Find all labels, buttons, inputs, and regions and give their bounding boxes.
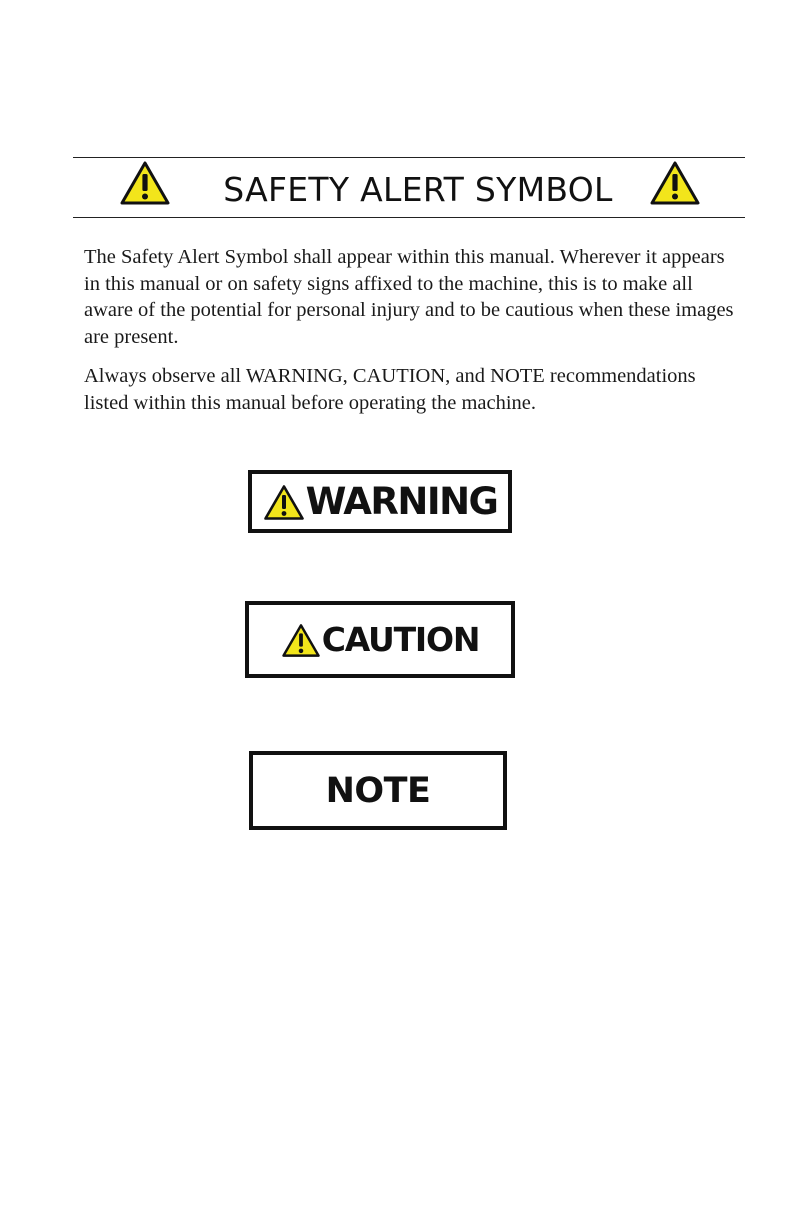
warning-triangle-icon (263, 484, 305, 521)
header-bottom-rule (73, 217, 745, 218)
warning-triangle-icon (281, 623, 321, 658)
note-sign-label: NOTE (325, 770, 431, 811)
caution-sign (245, 601, 515, 678)
observe-paragraph: Always observe all WARNING, CAUTION, and NOTE recommendations listed within this manual before operating the machine. (84, 365, 696, 414)
intro-paragraph: The Safety Alert Symbol shall appear within this manual. Wherever it appears in this manual or on safety signs affixed to the machine, this is to make all aware of the potential for personal injury and to be cautious when these images are present. (84, 246, 734, 348)
header-top-rule (73, 157, 745, 158)
note-sign (249, 751, 507, 830)
warning-triangle-icon (119, 160, 171, 206)
warning-triangle-icon (649, 160, 701, 206)
warning-sign-label: WARNING (305, 480, 498, 523)
warning-sign (248, 470, 512, 533)
caution-sign-label: CAUTION (321, 620, 480, 659)
page-title: SAFETY ALERT SYMBOL (223, 170, 613, 209)
